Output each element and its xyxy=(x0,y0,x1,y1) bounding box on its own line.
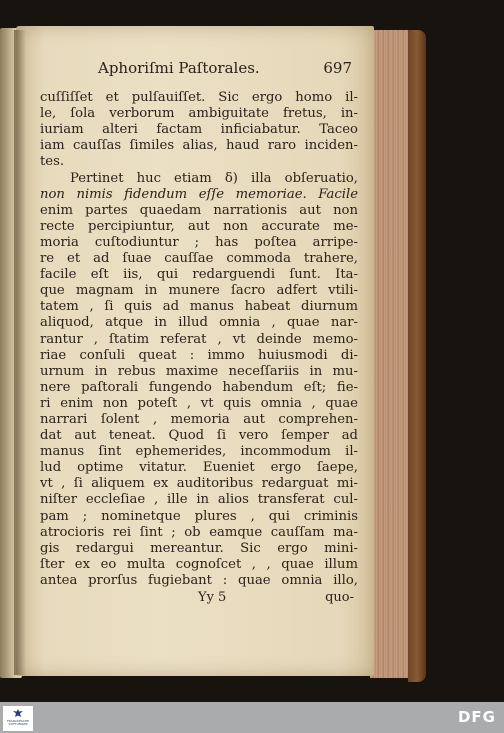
text-line: le, ſola verborum ambiguitate fretus, in- xyxy=(40,106,358,122)
text-line: atrocioris rei ſint ; ob eamque cauſſam ma- xyxy=(40,524,358,540)
text-line: urnum in rebus maxime neceſſariis in mu- xyxy=(40,363,358,379)
dfg-logo[interactable]: DFG xyxy=(457,708,496,726)
text-line: rantur , ſtatim referat , vt deinde memo- xyxy=(40,331,358,347)
text-line: cuſſiſſet et pulſauiſſet. Sic ergo homo il- xyxy=(40,90,358,106)
text-line: vt , ſi aliquem ex auditoribus redarguat mi- xyxy=(40,476,358,492)
gutter-shadow xyxy=(14,30,26,675)
text-line: recte percipiuntur, aut non accurate me- xyxy=(40,218,358,234)
body-text xyxy=(40,90,358,589)
viewer-footer-bar xyxy=(0,702,504,733)
text-line: manus ſint ephemerides, incommodum il- xyxy=(40,444,358,460)
book-cover-edge xyxy=(408,30,426,682)
text-line: ri enim non poteſt , vt quis omnia , quae xyxy=(40,395,358,411)
text-line: iam cauſſas ſimiles alias, haud raro inciden- xyxy=(40,138,358,154)
text-line: facile eſt iis, qui redarguendi ſunt. Ita- xyxy=(40,267,358,283)
text-line: riae conſuli queat : immo huiusmodi di- xyxy=(40,347,358,363)
catchword: quo- xyxy=(325,590,354,605)
text-line: tatem , ſi quis ad manus habeat diurnum xyxy=(40,299,358,315)
page-number: 697 xyxy=(323,59,352,77)
text-line: iuriam alteri factam inficiabatur. Taceo xyxy=(40,122,358,138)
text-line: lud optime vitatur. Eueniet ergo ſaepe, xyxy=(40,460,358,476)
text-line: que magnam in munere ſacro adfert vtili- xyxy=(40,283,358,299)
text-line: narrari ſolent , memoria aut comprehen- xyxy=(40,411,358,427)
text-line: re et ad ſuae cauſſae commoda trahere, xyxy=(40,251,358,267)
running-head: Aphoriſmi Paſtorales. xyxy=(98,59,260,77)
text-line: tes. xyxy=(40,154,65,170)
text-line: ſter ex eo multa cognoſcet , , quae illum xyxy=(40,556,358,572)
text-line: aliquod, atque in illud omnia , quae nar- xyxy=(40,315,358,331)
page-footer-line xyxy=(40,590,358,606)
text-line: antea prorſus fugiebant : quae omnia illo, xyxy=(40,572,358,588)
text-line: nere paſtorali fungendo habendum eſt; fie- xyxy=(40,379,358,395)
institution-logo[interactable] xyxy=(3,706,33,731)
text-line-italic: non nimis fidendum eſſe memoriae. Facile xyxy=(40,186,358,202)
logo-text: FRANCKESCHE STIFTUNGEN xyxy=(6,719,30,727)
signature-mark: Yy 5 xyxy=(198,590,227,605)
text-line: pam ; nominetque plures , qui criminis xyxy=(40,508,358,524)
text-line: moria cuſtodiuntur ; has poſtea arripe- xyxy=(40,234,358,250)
text-line: gis redargui mereantur. Sic ergo mini- xyxy=(40,540,358,556)
text-line: niſter eccleſiae , ille in alios transferat cul- xyxy=(40,492,358,508)
page-text-block xyxy=(40,60,358,606)
text-line: enim partes quaedam narrationis aut non xyxy=(40,202,358,218)
text-line: dat aut teneat. Quod ſi vero ſemper ad xyxy=(40,428,358,444)
page-header xyxy=(40,60,358,76)
text-line: Pertinet huc etiam δ) illa obſeruatio, xyxy=(70,170,358,186)
